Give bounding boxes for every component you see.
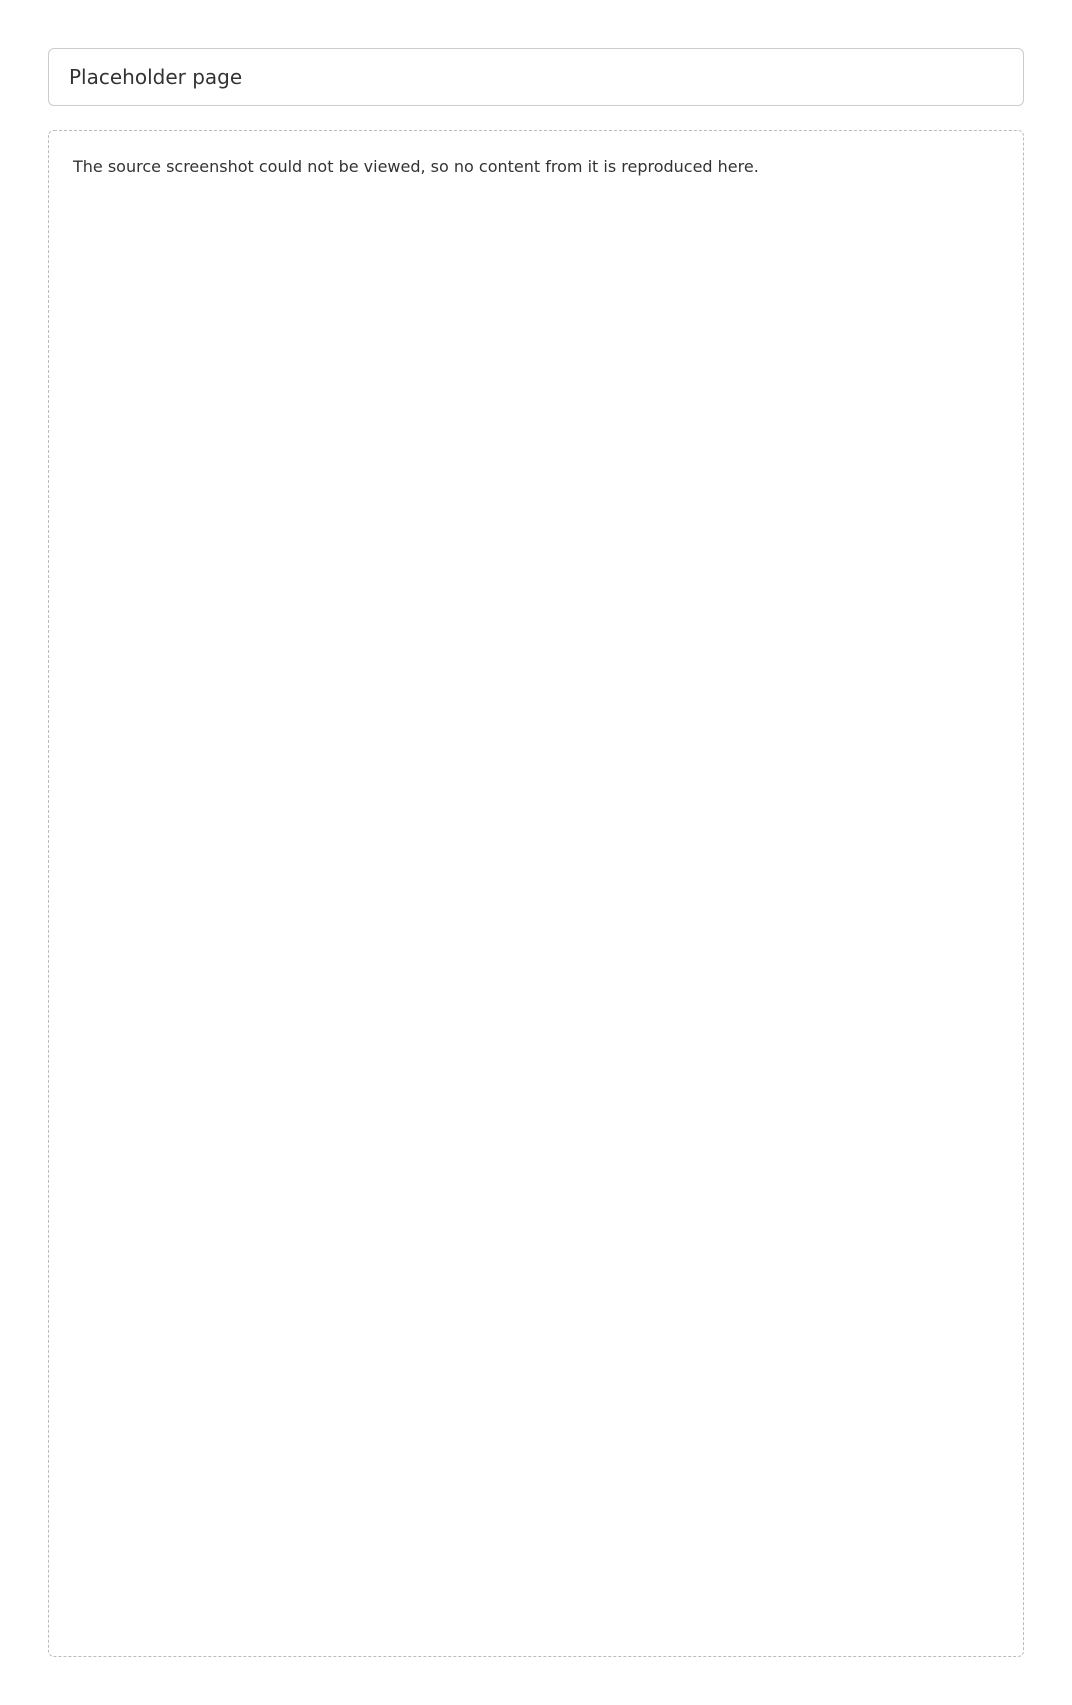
page-title: Placeholder page bbox=[48, 48, 1024, 106]
placeholder-note: The source screenshot could not be viewed, so no content from it is reproduced here. bbox=[48, 130, 1024, 1657]
